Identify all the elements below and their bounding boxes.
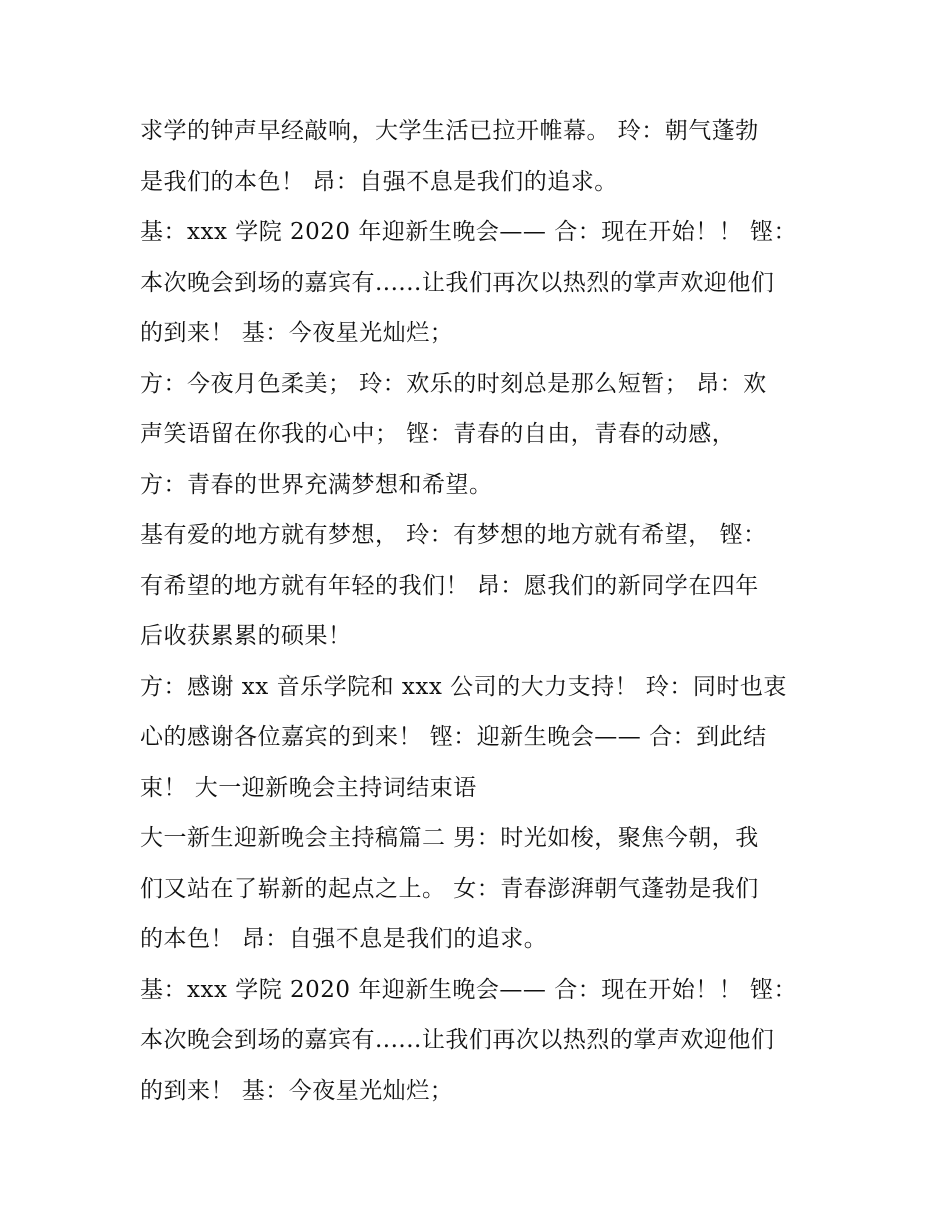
text-line-3: 基：xxx 学院 2020 年迎新生晚会—— 合：现在开始！！ 铿：	[140, 219, 798, 245]
text-line-19: 本次晚会到场的嘉宾有......让我们再次以热烈的掌声欢迎他们	[140, 1027, 775, 1053]
text-line-7: 声笑语留在你我的心中； 铿：青春的自由，青春的动感，	[140, 421, 736, 447]
text-line-8: 方：青春的世界充满梦想和希望。	[140, 471, 493, 498]
text-line-14: 束！ 大一迎新晚会主持词结束语	[140, 774, 477, 801]
text-line-9: 基有爱的地方就有梦想， 玲：有梦想的地方就有希望， 铿：	[140, 522, 767, 548]
text-line-4: 本次晚会到场的嘉宾有......让我们再次以热烈的掌声欢迎他们	[140, 269, 775, 296]
text-line-11: 后收获累累的硕果！	[140, 623, 352, 649]
text-line-20: 的到来！ 基：今夜星光灿烂；	[140, 1077, 454, 1104]
text-line-16: 们又站在了崭新的起点之上。 女：青春澎湃朝气蓬勃是我们	[140, 875, 759, 902]
text-line-12: 方：感谢 xx 音乐学院和 xxx 公司的大力支持！ 玲：同时也衷	[140, 673, 787, 700]
text-line-10: 有希望的地方就有年轻的我们！ 昂：愿我们的新同学在四年	[140, 572, 759, 599]
text-line-15: 大一新生迎新晚会主持稿篇二 男：时光如梭，聚焦今朝，我	[140, 825, 759, 851]
text-line-18: 基：xxx 学院 2020 年迎新生晚会—— 合：现在开始！！ 铿：	[140, 976, 798, 1003]
text-line-5: 的到来！ 基：今夜星光灿烂；	[140, 320, 454, 346]
text-line-17: 的本色！ 昂：自强不息是我们的追求。	[140, 926, 548, 952]
text-line-6: 方：今夜月色柔美； 玲：欢乐的时刻总是那么短暂； 昂：欢	[140, 370, 767, 397]
document-body	[140, 106, 820, 1116]
text-line-1: 求学的钟声早经敲响，大学生活已拉开帷幕。 玲：朝气蓬勃	[140, 118, 759, 144]
text-line-2: 是我们的本色！ 昂：自强不息是我们的追求。	[140, 168, 618, 195]
text-line-13: 心的感谢各位嘉宾的到来！ 铿：迎新生晚会—— 合：到此结	[140, 724, 767, 750]
